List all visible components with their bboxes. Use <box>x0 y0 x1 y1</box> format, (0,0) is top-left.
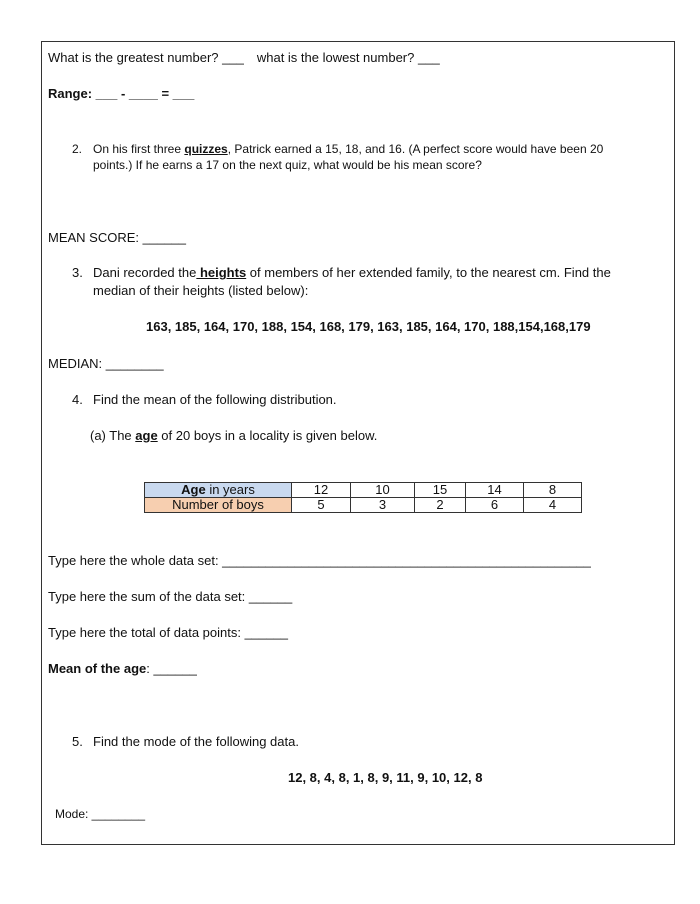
age-term: age <box>135 428 158 443</box>
q4-number: 4. <box>72 392 83 407</box>
q5-prompt: Find the mode of the following data. <box>93 734 299 749</box>
table-row-boys <box>145 498 582 513</box>
table-row-ages <box>145 483 582 498</box>
q4-subquestion: (a) The age of 20 boys in a locality is given below. <box>90 428 378 443</box>
q4-prompt: Find the mean of the following distribution. <box>93 392 337 407</box>
age-cell: 15 <box>415 483 466 498</box>
boys-cell: 2 <box>415 498 466 513</box>
heights-data: 163, 185, 164, 170, 188, 154, 168, 179, 163, 185, 164, 170, 188,154,168,179 <box>146 319 591 334</box>
q5-number: 5. <box>72 734 83 749</box>
boys-header-cell: Number of boys <box>145 498 292 513</box>
boys-cell: 4 <box>524 498 582 513</box>
boys-cell: 6 <box>466 498 524 513</box>
median-answer: MEDIAN: ________ <box>48 356 164 371</box>
age-distribution-table <box>144 482 582 513</box>
mean-score-answer: MEAN SCORE: ______ <box>48 230 187 245</box>
age-cell: 8 <box>524 483 582 498</box>
age-cell: 10 <box>351 483 415 498</box>
lowest-number-text: what is the lowest number? ___ <box>256 50 440 65</box>
mode-answer[interactable]: Mode: ________ <box>55 807 146 821</box>
q2-line-2: points.) If he earns a 17 on the next quiz, what would be his mean score? <box>93 158 482 172</box>
age-header-cell: Age in years <box>145 483 292 498</box>
boys-cell: 5 <box>292 498 351 513</box>
age-cell: 14 <box>466 483 524 498</box>
whole-data-set-field[interactable]: Type here the whole data set: ___________________________________________________ <box>48 553 591 568</box>
q3-line-2: median of their heights (listed below): <box>93 283 309 298</box>
greatest-number-text: What is the greatest number? ___ <box>48 50 244 65</box>
q2-number: 2. <box>72 142 83 156</box>
greatest-number-prompt <box>48 50 440 66</box>
worksheet-page <box>41 41 675 845</box>
range-answer: Range: ___ - ____ = ___ <box>48 86 195 101</box>
q3-line-1: Dani recorded the heights of members of her extended family, to the nearest cm. Find the <box>93 265 611 280</box>
q3-number: 3. <box>72 265 83 280</box>
total-data-points-field[interactable]: Type here the total of data points: ______ <box>48 625 288 640</box>
heights-term: heights <box>196 265 247 280</box>
age-cell: 12 <box>292 483 351 498</box>
mean-age-field[interactable]: Mean of the age: ______ <box>48 661 197 676</box>
mode-data: 12, 8, 4, 8, 1, 8, 9, 11, 9, 10, 12, 8 <box>288 770 483 785</box>
quizzes-term: quizzes <box>184 142 228 156</box>
q2-line-1: On his first three quizzes, Patrick earned a 15, 18, and 16. (A perfect score would have been 20 <box>93 142 604 156</box>
sum-data-set-field[interactable]: Type here the sum of the data set: ______ <box>48 589 293 604</box>
boys-cell: 3 <box>351 498 415 513</box>
